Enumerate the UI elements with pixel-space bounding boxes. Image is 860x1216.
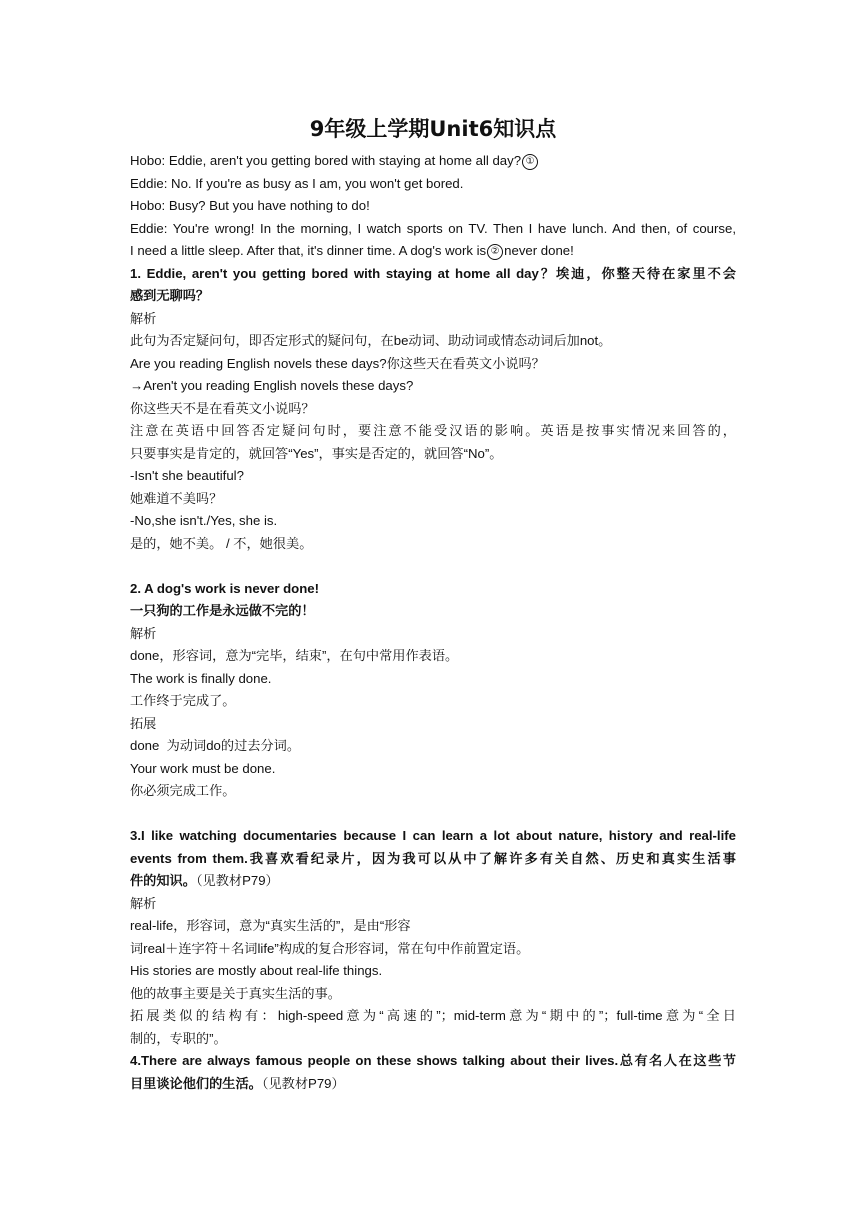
section-3-text: 制的，专职的”。 (130, 1030, 227, 1046)
dialog-line-2: Eddie: No. If you're as busy as I am, you won't get bored. (130, 175, 464, 191)
section-3-text: His stories are mostly about real-life things. (130, 963, 383, 978)
section-2-heading: 2. A dog's work is never done! (130, 580, 320, 596)
section-1-analysis-label: 解析 (130, 310, 157, 326)
section-1-text: -Isn't she beautiful? (130, 468, 244, 483)
section-3-text: real-life，形容词，意为“真实生活的”，是由“形容 (130, 918, 411, 933)
section-3-heading-cont: 件的知识。（见教材P79） (130, 873, 279, 888)
section-1-text: 只要事实是肯定的，就回答“Yes”，事实是否定的，就回答“No”。 (130, 445, 503, 461)
section-3-analysis-label: 解析 (130, 895, 157, 911)
section-4-heading: 4.There are always famous people on these shows talking about their lives.总有名人在这些节 (130, 1053, 736, 1068)
section-2-extension-label: 拓展 (130, 715, 157, 731)
section-2-text: Your work must be done. (130, 760, 276, 776)
dialog-line-3: Hobo: Busy? But you have nothing to do! (130, 198, 370, 213)
section-2-analysis-label: 解析 (130, 625, 157, 641)
section-2-text: done 为动词do的过去分词。 (130, 738, 301, 753)
section-2-text: done，形容词，意为“完毕，结束”，在句中常用作表语。 (130, 648, 459, 663)
section-3-heading-cont: events from them.我喜欢看纪录片，因为我可以从中了解许多有关自然、历史和真实生活事 (130, 850, 736, 866)
circled-number-2: ② (487, 244, 503, 260)
section-1-text: 她难道不美吗？ (130, 490, 223, 506)
section-3-text: 词real＋连字符＋名词life”构成的复合形容词，常在句中作前置定语。 (130, 940, 530, 956)
section-4-heading-cont: 目里谈论他们的生活。（见教材P79） (130, 1075, 345, 1091)
section-1-heading-cont: 感到无聊吗？ (130, 288, 210, 303)
section-2-text: 工作终于完成了。 (130, 693, 236, 708)
textbook-reference: （见教材P79） (195, 873, 279, 888)
section-1-text: 是的，她不美。 / 不，她很美。 (130, 535, 313, 551)
section-2-heading-cont: 一只狗的工作是永远做不完的！ (130, 603, 315, 618)
section-1-text: -No,she isn't./Yes, she is. (130, 513, 278, 528)
section-1-text: 此句为否定疑问句，即否定形式的疑问句，在be动词、助动词或情态动词后加not。 (130, 333, 612, 348)
section-2-text: 你必须完成工作。 (130, 783, 236, 798)
dialog-line-4: Eddie: You're wrong! In the morning, I watch sports on TV. Then I have lunch. And then, of course, (130, 220, 736, 236)
page-title: 9年级上学期Unit6知识点 (309, 117, 557, 141)
section-3-heading: 3.I like watching documentaries because I can learn a lot about nature, history and real-life (130, 828, 736, 843)
dialog-line-5: I need a little sleep. After that, it's dinner time. A dog's work is ② never done! (130, 243, 574, 258)
section-1-text: →Aren't you reading English novels these days? (130, 378, 414, 393)
section-1-text: Are you reading English novels these days?你这些天在看英文小说吗？ (130, 355, 545, 371)
textbook-reference: （见教材P79） (261, 1075, 345, 1091)
section-2-text: The work is finally done. (130, 670, 272, 686)
section-1-text: 你这些天不是在看英文小说吗？ (130, 400, 315, 416)
circled-number-1: ① (522, 154, 538, 170)
section-3-text: 他的故事主要是关于真实生活的事。 (130, 985, 341, 1001)
dialog-line-1: Hobo: Eddie, aren't you getting bored with staying at home all day? ① (130, 150, 736, 173)
section-3-text: 拓展类似的结构有：high-speed意为“高速的”；mid-term意为“期中的”；full-time意为“全日 (130, 1008, 736, 1023)
section-1-text: 注意在英语中回答否定疑问句时，要注意不能受汉语的影响。英语是按事实情况来回答的， (130, 423, 736, 438)
section-1-heading: 1. Eddie, aren't you getting bored with staying at home all day？埃迪，你整天待在家里不会 (130, 265, 736, 281)
